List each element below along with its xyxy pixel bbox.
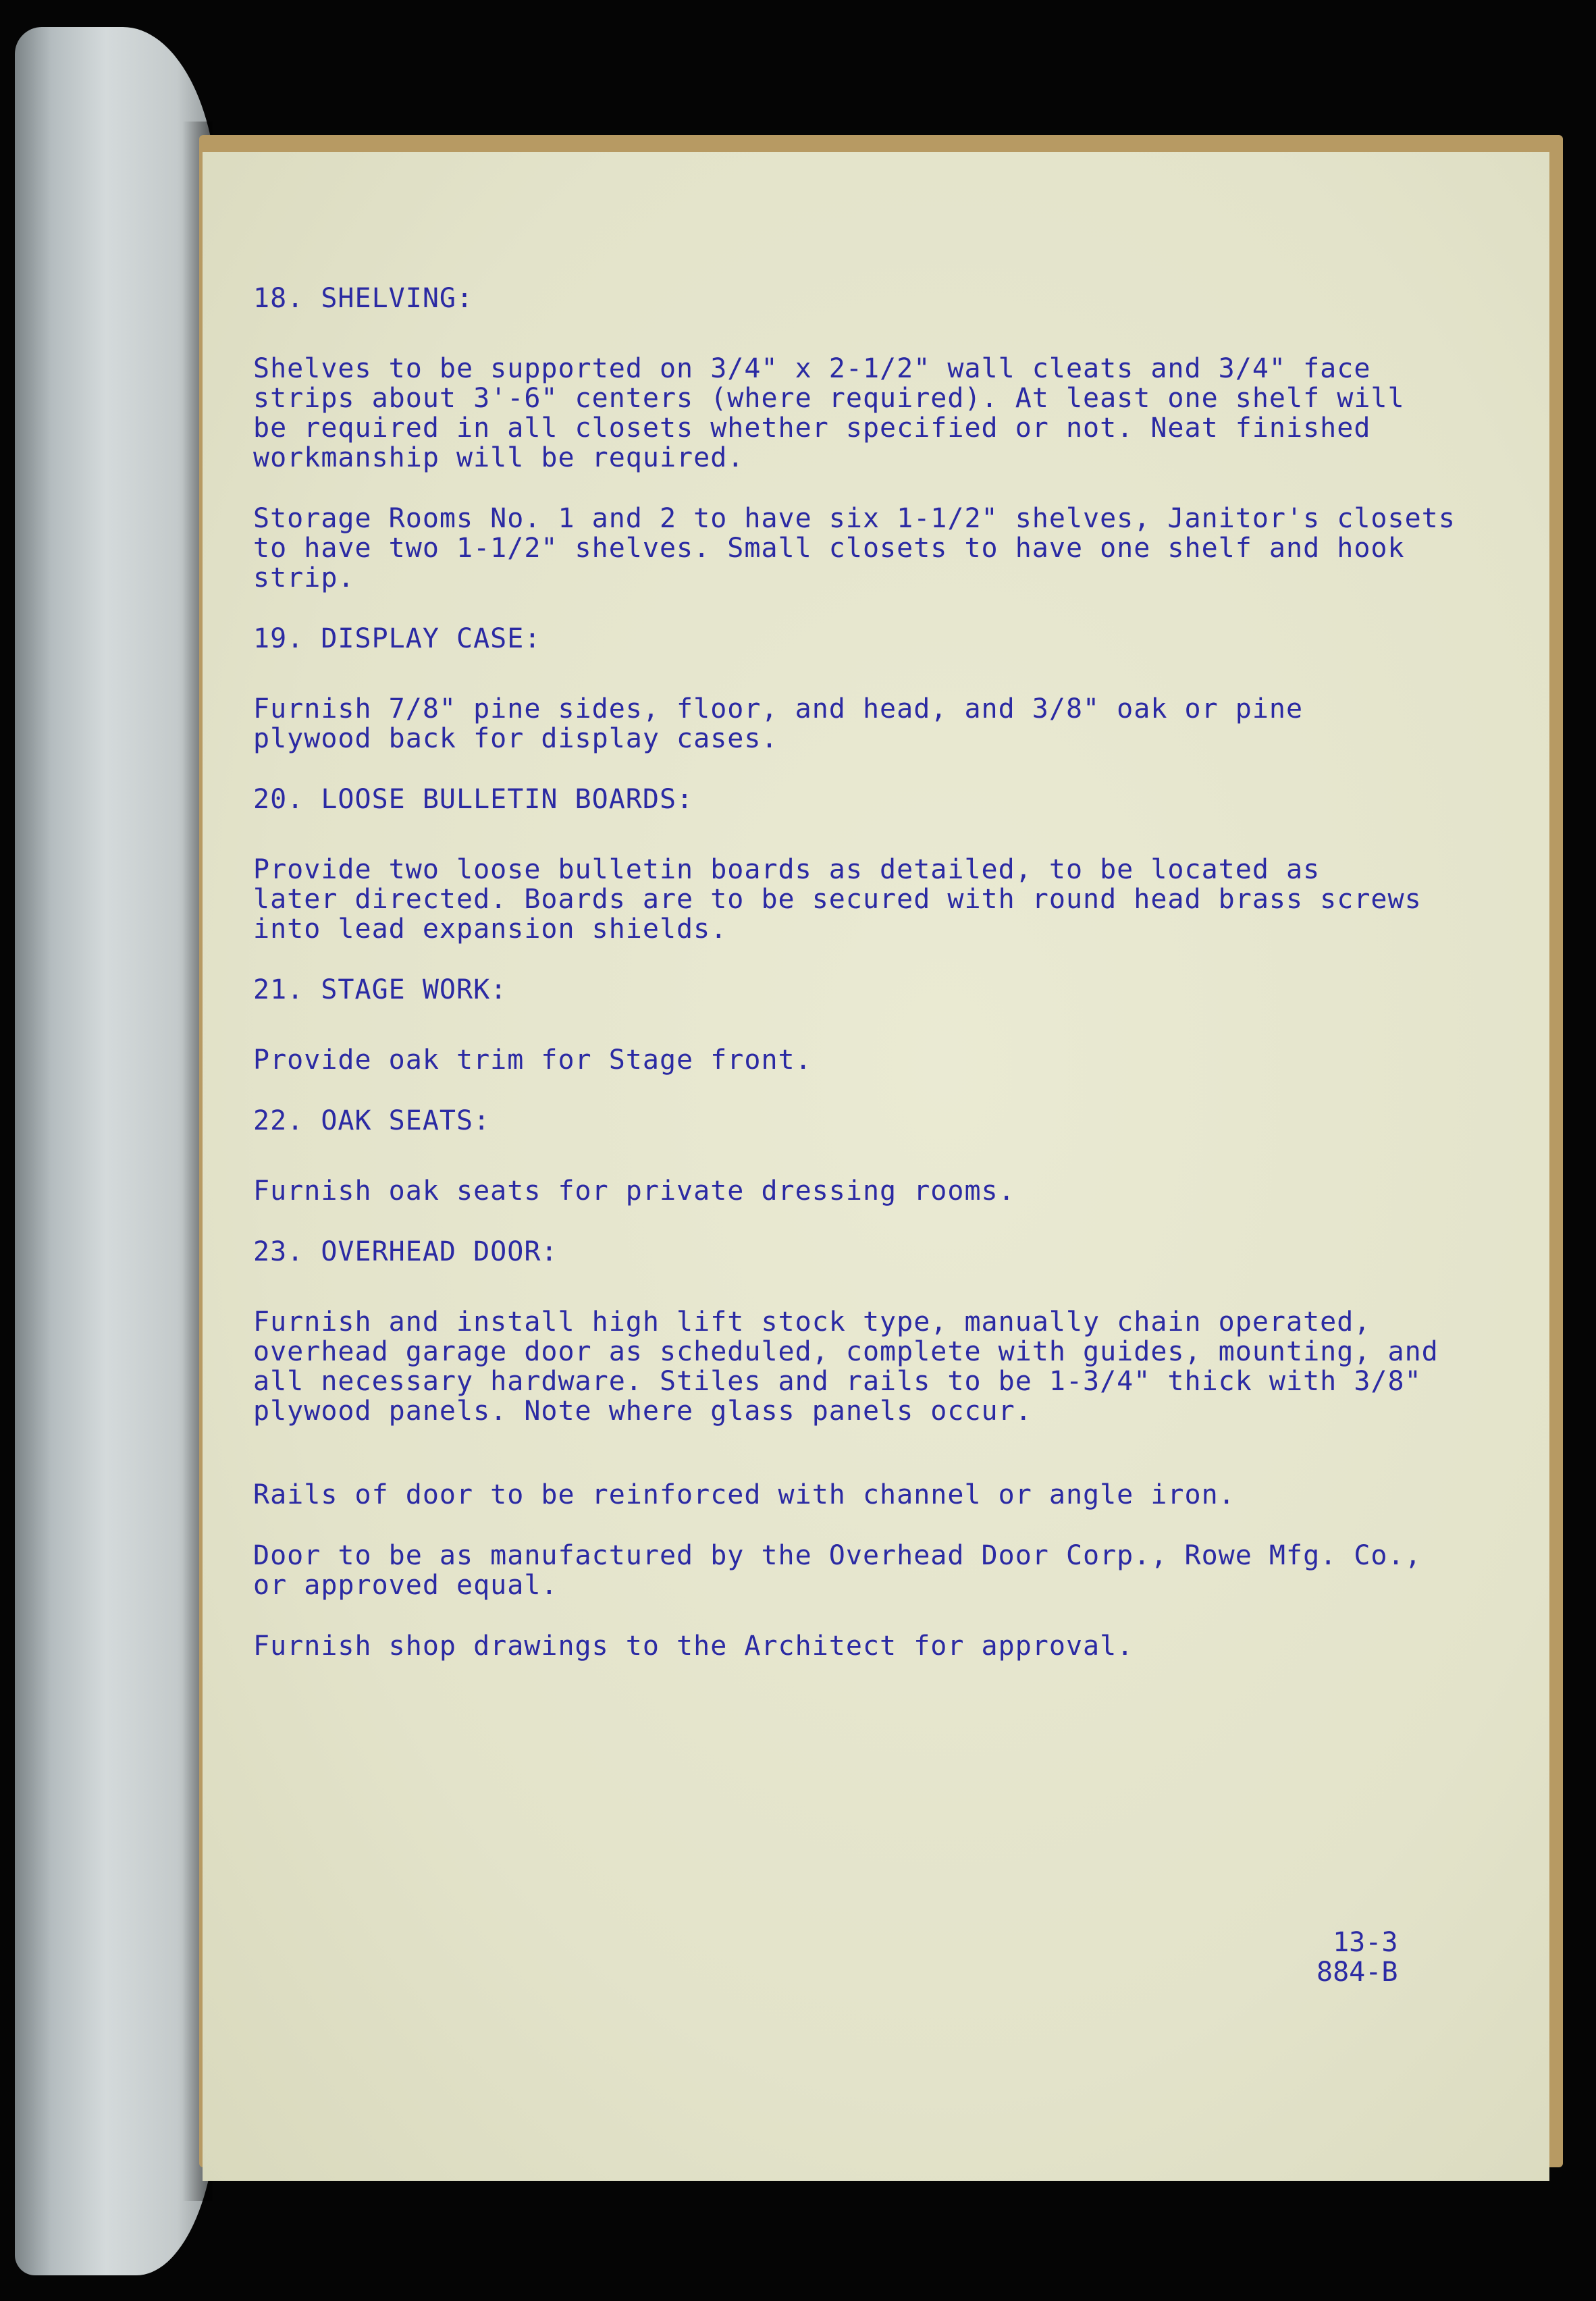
text-line: all necessary hardware. Stiles and rails to be 1-3/4" thick with 3/8" [253, 1366, 1422, 1397]
section-heading-shelving: 18. SHELVING: [253, 283, 474, 314]
paragraph-stage-work [253, 1045, 1536, 1075]
typed-text-body [253, 284, 1536, 1692]
text-line: into lead expansion shields. [253, 914, 728, 945]
text-line: Furnish 7/8" pine sides, floor, and head, and 3/8" oak or pine [253, 693, 1304, 724]
text-line: Door to be as manufactured by the Overhead Door Corp., Rowe Mfg. Co., [253, 1540, 1422, 1571]
text-line: overhead garage door as scheduled, complete with guides, mounting, and [253, 1336, 1439, 1367]
page-number-line-1: 13-3 [1333, 1927, 1398, 1958]
text-line: to have two 1-1/2" shelves. Small closets to have one shelf and hook [253, 533, 1405, 564]
paragraph-overhead-door-install [253, 1307, 1536, 1426]
text-line: Furnish oak seats for private dressing rooms. [253, 1175, 1015, 1207]
section-heading-oak-seats: 22. OAK SEATS: [253, 1105, 491, 1136]
text-line: plywood back for display cases. [253, 723, 778, 754]
paragraph-door-rails [253, 1480, 1536, 1510]
text-line: Rails of door to be reinforced with channel or angle iron. [253, 1479, 1235, 1510]
section-heading-bulletin-boards: 20. LOOSE BULLETIN BOARDS: [253, 784, 694, 815]
paragraph-display-case [253, 694, 1536, 753]
text-line: Furnish shop drawings to the Architect for approval. [253, 1631, 1134, 1662]
text-line: be required in all closets whether specified or not. Neat finished [253, 413, 1371, 444]
page-number [1316, 1928, 1398, 1987]
page-number-line-2: 884-B [1316, 1957, 1398, 1988]
text-line: plywood panels. Note where glass panels occur. [253, 1396, 1032, 1427]
text-line: Shelves to be supported on 3/4" x 2-1/2" wall cleats and 3/4" face [253, 353, 1371, 384]
paragraph-bulletin-boards [253, 855, 1536, 944]
section-heading-overhead-door: 23. OVERHEAD DOOR: [253, 1236, 558, 1267]
text-line: strips about 3'-6" centers (where required). At least one shelf will [253, 383, 1405, 414]
paragraph-oak-seats [253, 1176, 1536, 1206]
text-line: strip. [253, 562, 355, 593]
paragraph-storage-rooms [253, 504, 1536, 593]
section-heading-display-case: 19. DISPLAY CASE: [253, 623, 541, 654]
section-heading-stage-work: 21. STAGE WORK: [253, 974, 508, 1005]
text-line: Provide two loose bulletin boards as detailed, to be located as [253, 854, 1321, 885]
text-line: or approved equal. [253, 1570, 558, 1601]
text-line: workmanship will be required. [253, 442, 745, 473]
paragraph-shelving-supports [253, 354, 1536, 473]
paragraph-shop-drawings [253, 1631, 1536, 1661]
paragraph-door-manufacturer [253, 1541, 1536, 1600]
text-line: later directed. Boards are to be secured with round head brass screws [253, 884, 1422, 915]
text-line: Storage Rooms No. 1 and 2 to have six 1-1/2" shelves, Janitor's closets [253, 503, 1456, 534]
text-line: Provide oak trim for Stage front. [253, 1044, 812, 1076]
text-line: Furnish and install high lift stock type, manually chain operated, [253, 1306, 1371, 1338]
